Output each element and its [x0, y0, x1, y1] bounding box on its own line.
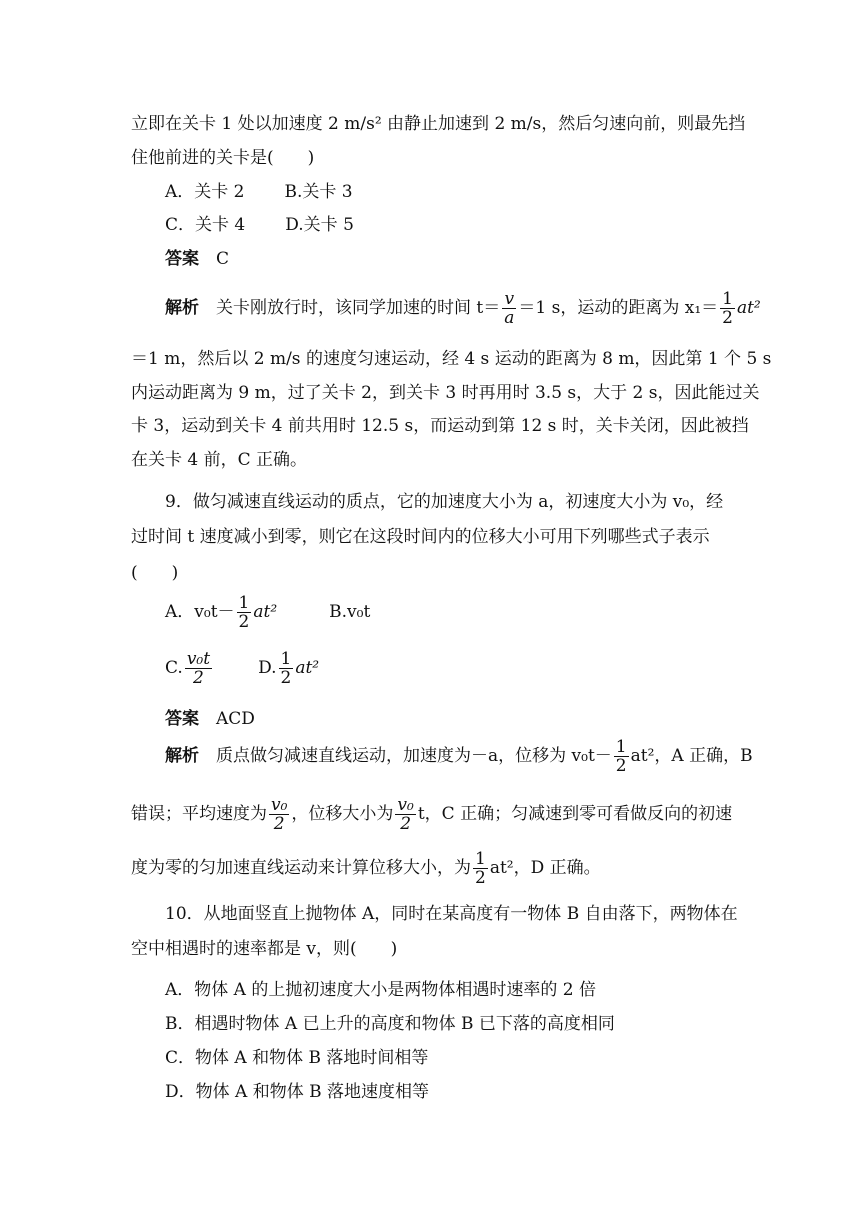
- q10-stem-line1: 10．从地面竖直上抛物体 A，同时在某高度有一物体 B 自由落下，两物体在: [165, 904, 738, 924]
- q9-option-d: D.: [258, 658, 277, 678]
- analysis-text: ＝1 s，运动的距离为 x₁＝: [518, 298, 719, 318]
- answer-value: ACD: [216, 709, 255, 729]
- q8-analysis-line5: 在关卡 4 前，C 正确。: [131, 450, 308, 470]
- q9-analysis-line3: 度为零的匀加速直线运动来计算位移大小，为 $\frac{1}{2}$ at²，D 正确。: [131, 849, 601, 888]
- answer-label: 答案: [165, 249, 199, 269]
- q9-option-c: C.: [165, 658, 183, 678]
- q8-option-b: B.关卡 3: [284, 182, 353, 202]
- q10-option-c: C．物体 A 和物体 B 落地时间相等: [165, 1048, 429, 1068]
- q8-analysis-line1: [165, 290, 761, 327]
- q9-option-a: A．v₀t－: [165, 602, 235, 622]
- fraction-half: $\frac{1}{2}$: [280, 649, 292, 688]
- q9-stem-line2: 过时间 t 速度减小到零，则它在这段时间内的位移大小可用下列哪些式子表示: [131, 527, 710, 547]
- q10-stem-line2: 空中相遇时的速率都是 v，则( ): [131, 939, 398, 959]
- fraction-half: $\frac{1}{2}$: [475, 849, 486, 888]
- fraction-v0-over-2: $\frac{\text{v₀}}{2}$: [397, 795, 414, 834]
- analysis-label: 解析: [165, 746, 199, 766]
- q8-analysis-line2: ＝1 m，然后以 2 m/s 的速度匀速运动，经 4 s 运动的距离为 8 m，因此第 1 个 5 s: [131, 349, 772, 369]
- fraction-v-over-a: $\frac{v}{a}$: [504, 289, 515, 328]
- analysis-text: at²: [736, 298, 761, 318]
- q9-stem-line3: ( ): [131, 563, 179, 583]
- fraction-v0-over-2: $\frac{\text{v₀}}{2}$: [271, 795, 288, 834]
- answer-label: 答案: [165, 709, 199, 729]
- q10-option-a: A．物体 A 的上抛初速度大小是两物体相遇时速率的 2 倍: [165, 980, 596, 1000]
- q9-option-b: B.v₀t: [329, 602, 371, 622]
- q8-analysis-line4: 卡 3，运动到关卡 4 前共用时 12.5 s，而运动到第 12 s 时，关卡关闭，因此被挡: [131, 416, 749, 436]
- q8-option-c: C．关卡 4: [165, 215, 246, 235]
- q8-stem-line1: 立即在关卡 1 处以加速度 2 m/s² 由静止加速到 2 m/s，然后匀速向前，则最先挡: [131, 114, 746, 134]
- fraction-v0t-over-2: $\frac{\text{v₀t}}{2}$: [186, 649, 211, 688]
- fraction-half: $\frac{1}{2}$: [722, 289, 733, 328]
- q10-option-b: B．相遇时物体 A 已上升的高度和物体 B 已下落的高度相同: [165, 1014, 615, 1034]
- q8-answer: [165, 247, 229, 271]
- fraction-half: $\frac{1}{2}$: [615, 737, 627, 776]
- fraction-half: $\frac{1}{2}$: [238, 593, 250, 632]
- q8-stem-line2: 住他前进的关卡是( ): [131, 148, 315, 168]
- q8-option-a: A．关卡 2: [165, 182, 245, 202]
- q9-answer: [165, 707, 255, 731]
- analysis-text: 关卡刚放行时，该同学加速的时间 t＝: [216, 298, 501, 318]
- q10-option-d: D．物体 A 和物体 B 落地速度相等: [165, 1082, 430, 1102]
- q9-stem-line1: 9．做匀减速直线运动的质点，它的加速度大小为 a，初速度大小为 v₀，经: [165, 492, 724, 512]
- analysis-label: 解析: [165, 298, 199, 318]
- q9-analysis-line1: 解析 质点做匀减速直线运动，加速度为－a，位移为 v₀t－ $\frac{1}{2}$ at²，A 正确，B: [165, 737, 753, 776]
- q9-options-row1: A．v₀t－ $\frac{1}{2}$ at² B.v₀t: [165, 593, 371, 632]
- q8-options-row2: [165, 213, 354, 237]
- answer-value: C: [216, 249, 230, 269]
- q8-analysis-line3: 内运动距离为 9 m，过了关卡 2，到关卡 3 时再用时 3.5 s，大于 2 s，因此能过关: [131, 383, 760, 403]
- q9-options-row2: C. $\frac{\text{v₀t}}{2}$ D. $\frac{1}{2}$ at²: [165, 649, 320, 688]
- q8-option-d: D.关卡 5: [285, 215, 354, 235]
- q8-options-row1: [165, 180, 353, 204]
- q9-analysis-line2: 错误；平均速度为 $\frac{\text{v₀}}{2}$ ，位移大小为 $\frac{\text{v₀}}{2}$ t，C 正确；匀减速到零可看做反向的初速: [131, 795, 733, 834]
